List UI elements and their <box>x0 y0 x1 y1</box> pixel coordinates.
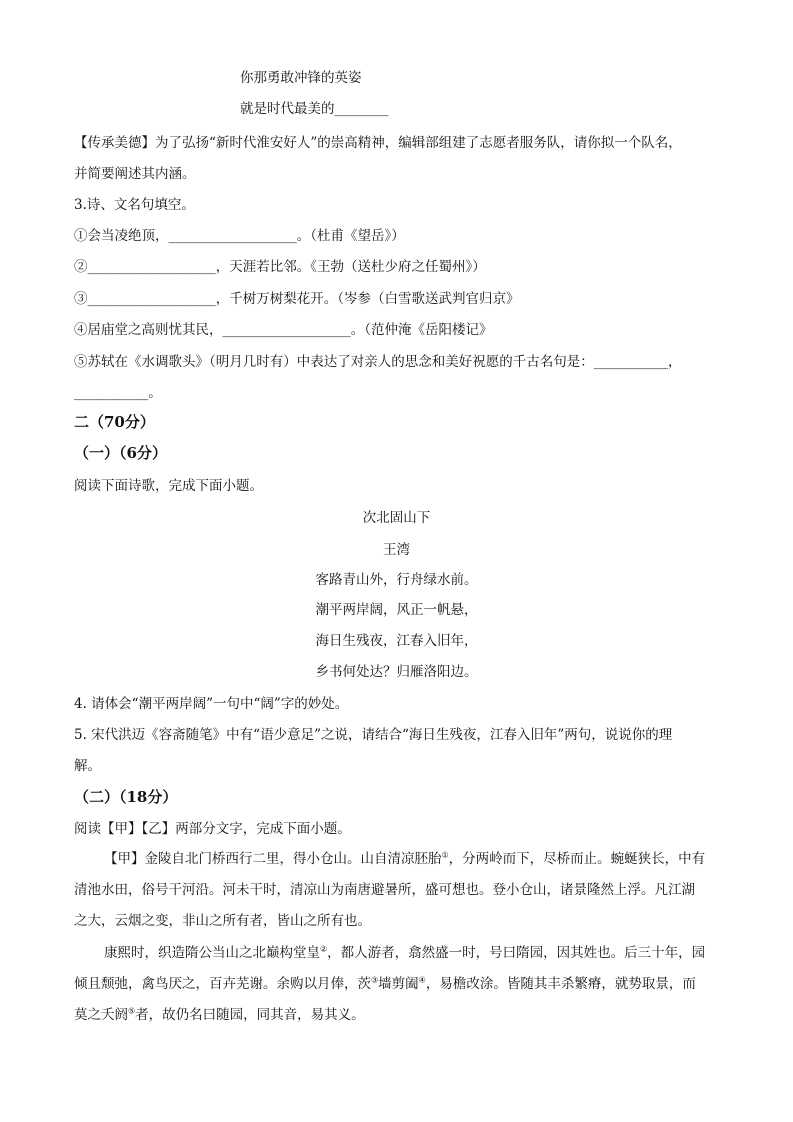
section-2-heading: 二（70分） <box>74 413 155 431</box>
q3-item-1: ①会当凌绝顶，___________________。（杜甫《望岳》） <box>74 228 405 244</box>
legacy-task-line-1: 【传承美德】为了弘扬“新时代淮安好人”的崇高精神，编辑部组建了志愿者服务队，请你拟一个队名， <box>74 135 682 151</box>
part-2-instruction: 阅读【甲】【乙】两部分文字，完成下面小题。 <box>74 821 351 837</box>
part-1-heading: （一）（6分） <box>74 444 167 462</box>
part-2-heading: （二）（18分） <box>74 788 178 806</box>
legacy-task-line-2: 并简要阐述其内涵。 <box>74 166 196 182</box>
jia-line-3: 之大，云烟之变，非山之所有者，皆山之所有也。 <box>74 913 371 929</box>
poem-verse-3: 海日生残夜，江春入旧年， <box>315 633 478 649</box>
poem-author: 王湾 <box>383 542 410 558</box>
q5-line-1: 5. 宋代洪迈《容斋随笔》中有“语少意足”之说，请结合“海日生残夜，江春入旧年”两句，说说你的理 <box>74 727 673 743</box>
poem-title: 次北固山下 <box>362 510 431 526</box>
poem-verse-4: 乡书何处达？归雁洛阳边。 <box>315 664 478 680</box>
q3-item-3: ③___________________，千树万树梨花开。（岑参（白雪歌送武判官归京》 <box>74 291 520 307</box>
poem-verse-1: 客路青山外，行舟绿水前。 <box>315 572 478 588</box>
jia-line-1: 【甲】金陵自北门桥西行二里，得小仓山。山自清凉胚胎①，分两岭而下，尽桥而止。蜿蜒狭长，中有 <box>104 850 706 867</box>
poem-line-1: 你那勇敢冲锋的英姿 <box>240 70 362 86</box>
kangxi-line-3: 莫之夭阏⑤者，故仍名曰随园，同其音，易其义。 <box>74 1006 365 1023</box>
poem-verse-2: 潮平两岸阔，风正一帆悬， <box>315 602 478 618</box>
q3-item-2: ②___________________，天涯若比邻。《王勃（送杜少府之任蜀州》） <box>74 259 486 275</box>
q3-title: 3.诗、文名句填空。 <box>74 197 195 213</box>
q3-item-5-cont: ___________。 <box>74 385 162 401</box>
kangxi-line-2: 倾且颓弛，禽鸟厌之，百卉芜谢。余购以月俸，茨③墙剪阖④，易檐改涂。皆随其丰杀繁瘠，就势取景，而 <box>74 975 696 992</box>
q4: 4. 请体会“潮平两岸阔”一句中“阔”字的妙处。 <box>74 696 349 712</box>
q5-line-2: 解。 <box>74 758 101 774</box>
poem-line-2: 就是时代最美的________ <box>240 101 389 117</box>
kangxi-line-1: 康熙时，织造隋公当山之北巅构堂皇②，都人游者，翕然盛一时，号曰隋园，因其姓也。后三十年，园 <box>104 944 706 961</box>
jia-line-2: 清池水田，俗号干河沿。河未干时，清凉山为南唐避暑所，盛可想也。登小仓山，诸景隆然上浮。凡江湖 <box>74 882 695 898</box>
q3-item-5: ⑤苏轼在《水调歌头》（明月几时有）中表达了对亲人的思念和美好祝愿的千古名句是：___________， <box>74 354 682 370</box>
q3-item-4: ④居庙堂之高则忧其民，___________________。（范仲淹《岳阳楼记》 <box>74 322 493 338</box>
part-1-instruction: 阅读下面诗歌，完成下面小题。 <box>74 478 263 494</box>
